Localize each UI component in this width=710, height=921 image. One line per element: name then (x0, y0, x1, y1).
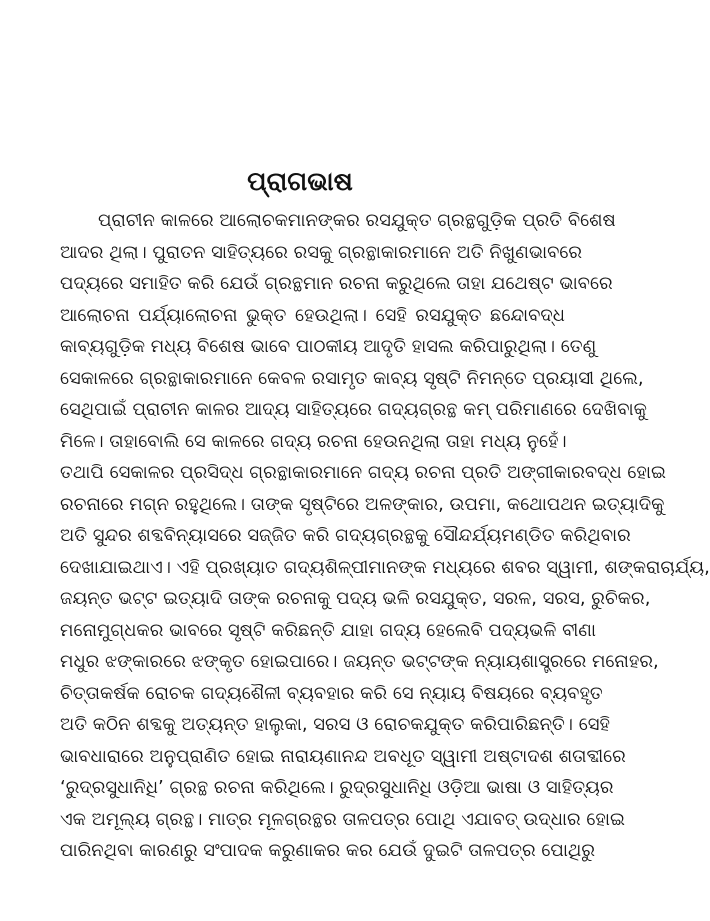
body-paragraph (60, 205, 710, 867)
text-line: ଜୟନ୍ତ ଭଟ୍ଟ ଇତ୍ୟାଦି ତାଙ୍କ ରଚନାକୁ ପଦ୍ୟ ଭଳି ରସଯୁକ୍ତ, ସରଳ, ସରସ, ରୁଚିକର, (60, 588, 651, 609)
text-line: ଭାବଧାରାରେ ଅନୁପ୍ରାଣିତ ହୋଇ ନାରାୟଣାନନ୍ଦ ଅବଧୂତ ସ୍ୱାମୀ ଅଷ୍ଟାଦଶ ଶତାବ୍ଦୀରେ (60, 745, 626, 767)
text-line: ଅତି ସୁନ୍ଦର ଶବ୍ଦବିନ୍ୟାସରେ ସଜ୍ଜିତ କରି ଗଦ୍ୟଗ୍ରନ୍ଥକୁ ସୌନ୍ଦର୍ଯ୍ୟମଣ୍ଡିତ କରିଥିବାର (60, 525, 631, 546)
text-line: ପଦ୍ୟରେ ସମାହିତ କରି ଯେଉଁ ଗ୍ରନ୍ଥମାନ ରଚନା କରୁଥିଲେ ତାହା ଯଥେଷ୍ଟ ଭାବରେ (60, 273, 613, 294)
page-title: ପ୍ରାଗଭାଷ (247, 167, 353, 197)
text-line: ପ୍ରାଚୀନ କାଳରେ ଆଲୋଚକମାନଙ୍କର ରସଯୁକ୍ତ ଗ୍ରନ୍ଥଗୁଡ଼ିକ ପ୍ରତି ବିଶେଷ (98, 210, 616, 231)
text-line: ଚିତ୍ତାକର୍ଷକ ରୋଚକ ଗଦ୍ୟଶୈଳୀ ବ୍ୟବହାର କରି ସେ ନ୍ୟାୟ ବିଷୟରେ ବ୍ୟବହୃତ (60, 682, 603, 704)
text-line: ତଥାପି ସେକାଳର ପ୍ରସିଦ୍ଧ ଗ୍ରନ୍ଥାକାରମାନେ ଗଦ୍ୟ ରଚନା ପ୍ରତି ଅଙ୍ଗୀକାରବଦ୍ଧ ହୋଇ (60, 462, 667, 483)
text-line: ମନୋମୁଗ୍ଧକର ଭାବରେ ସୃଷ୍ଟି କରିଛନ୍ତି ଯାହା ଗଦ୍ୟ ହେଲେବି ପଦ୍ୟଭଳି ବୀଣା (60, 619, 596, 641)
text-line: ସେକାଳରେ ଗ୍ରନ୍ଥାକାରମାନେ କେବଳ ରସାମୃତ କାବ୍ୟ ସୃଷ୍ଟି ନିମନ୍ତେ ପ୍ରୟାସୀ ଥିଲେ, (60, 367, 644, 389)
text-line: ମିଳେ। ତାହାବୋଲି ସେ କାଳରେ ଗଦ୍ୟ ରଚନା ହେଉନଥିଲା ତାହା ମଧ୍ୟ ନୁହେଁ। (60, 430, 567, 452)
text-line: ‘ରୁଦ୍ରସୁଧାନିଧି’ ଗ୍ରନ୍ଥ ରଚନା କରିଥିଲେ। ରୁଦ୍ରସୁଧାନିଧି ଓଡ଼ିଆ ଭାଷା ଓ ସାହିତ୍ୟର (60, 777, 614, 798)
text-line: ରଚନାରେ ମଗ୍ନ ରହୁଥିଲେ। ତାଙ୍କ ସୃଷ୍ଟିରେ ଅଳଙ୍କାର, ଉପମା, କଥୋପଥନ ଇତ୍ୟାଦିକୁ (60, 493, 665, 515)
text-line: ସେଥିପାଇଁ ପ୍ରାଚୀନ କାଳର ଆଦ୍ୟ ସାହିତ୍ୟରେ ଗଦ୍ୟଗ୍ରନ୍ଥ କମ୍ ପରିମାଣରେ ଦେଖିବାକୁ (60, 399, 647, 420)
text-line: ଆଲୋଚନା ପର୍ଯ୍ୟାଲୋଚନା ଭୁକ୍ତ ହେଉଥିଲା। ସେହି ରସଯୁକ୍ତ ଛନ୍ଦୋବଦ୍ଧ (60, 304, 565, 326)
text-line: କାବ୍ୟଗୁଡ଼ିକ ମଧ୍ୟ ବିଶେଷ ଭାବେ ପାଠକୀୟ ଆଦୃତି ହାସଲ କରିପାରୁଥିଲା। ତେଣୁ (60, 336, 597, 357)
text-line: ମଧୁର ଝଙ୍କାରରେ ଝଙ୍କୃତ ହୋଇପାରେ। ଜୟନ୍ତ ଭଟ୍ଟଙ୍କ ନ୍ୟାୟଶାସ୍ତ୍ରରେ ମନୋହର, (60, 651, 659, 672)
text-line: ଏକ ଅମୂଲ୍ୟ ଗ୍ରନ୍ଥ। ମାତ୍ର ମୂଳଗ୍ରନ୍ଥର ତାଳପତ୍ର ପୋଥି ଏଯାବତ୍ ଉଦ୍ଧାର ହୋଇ (60, 808, 625, 830)
text-line: ଆଦର ଥିଲା। ପୁରାତନ ସାହିତ୍ୟରେ ରସକୁ ଗ୍ରନ୍ଥାକାରମାନେ ଅତି ନିଖୁଣଭାବରେ (60, 241, 583, 263)
text-line: ଦେଖାଯାଇଥାଏ। ଏହି ପ୍ରଖ୍ୟାତ ଗଦ୍ୟଶିଳ୍ପୀମାନଙ୍କ ମଧ୍ୟରେ ଶବର ସ୍ୱାମୀ, ଶଙ୍କରାଚାର୍ଯ୍ୟ, (60, 556, 710, 578)
text-line: ଅତି କଠିନ ଶବ୍ଦକୁ ଅତ୍ୟନ୍ତ ହାଲୁକା, ସରସ ଓ ରୋଚକଯୁକ୍ତ କରିପାରିଛନ୍ତି। ସେହି (60, 714, 610, 735)
text-line: ପାରିନଥିବା କାରଣରୁ ସଂପାଦକ କରୁଣାକର କର ଯେଉଁ ଦୁଇଟି ତାଳପତ୍ର ପୋଥିରୁ (60, 840, 596, 861)
